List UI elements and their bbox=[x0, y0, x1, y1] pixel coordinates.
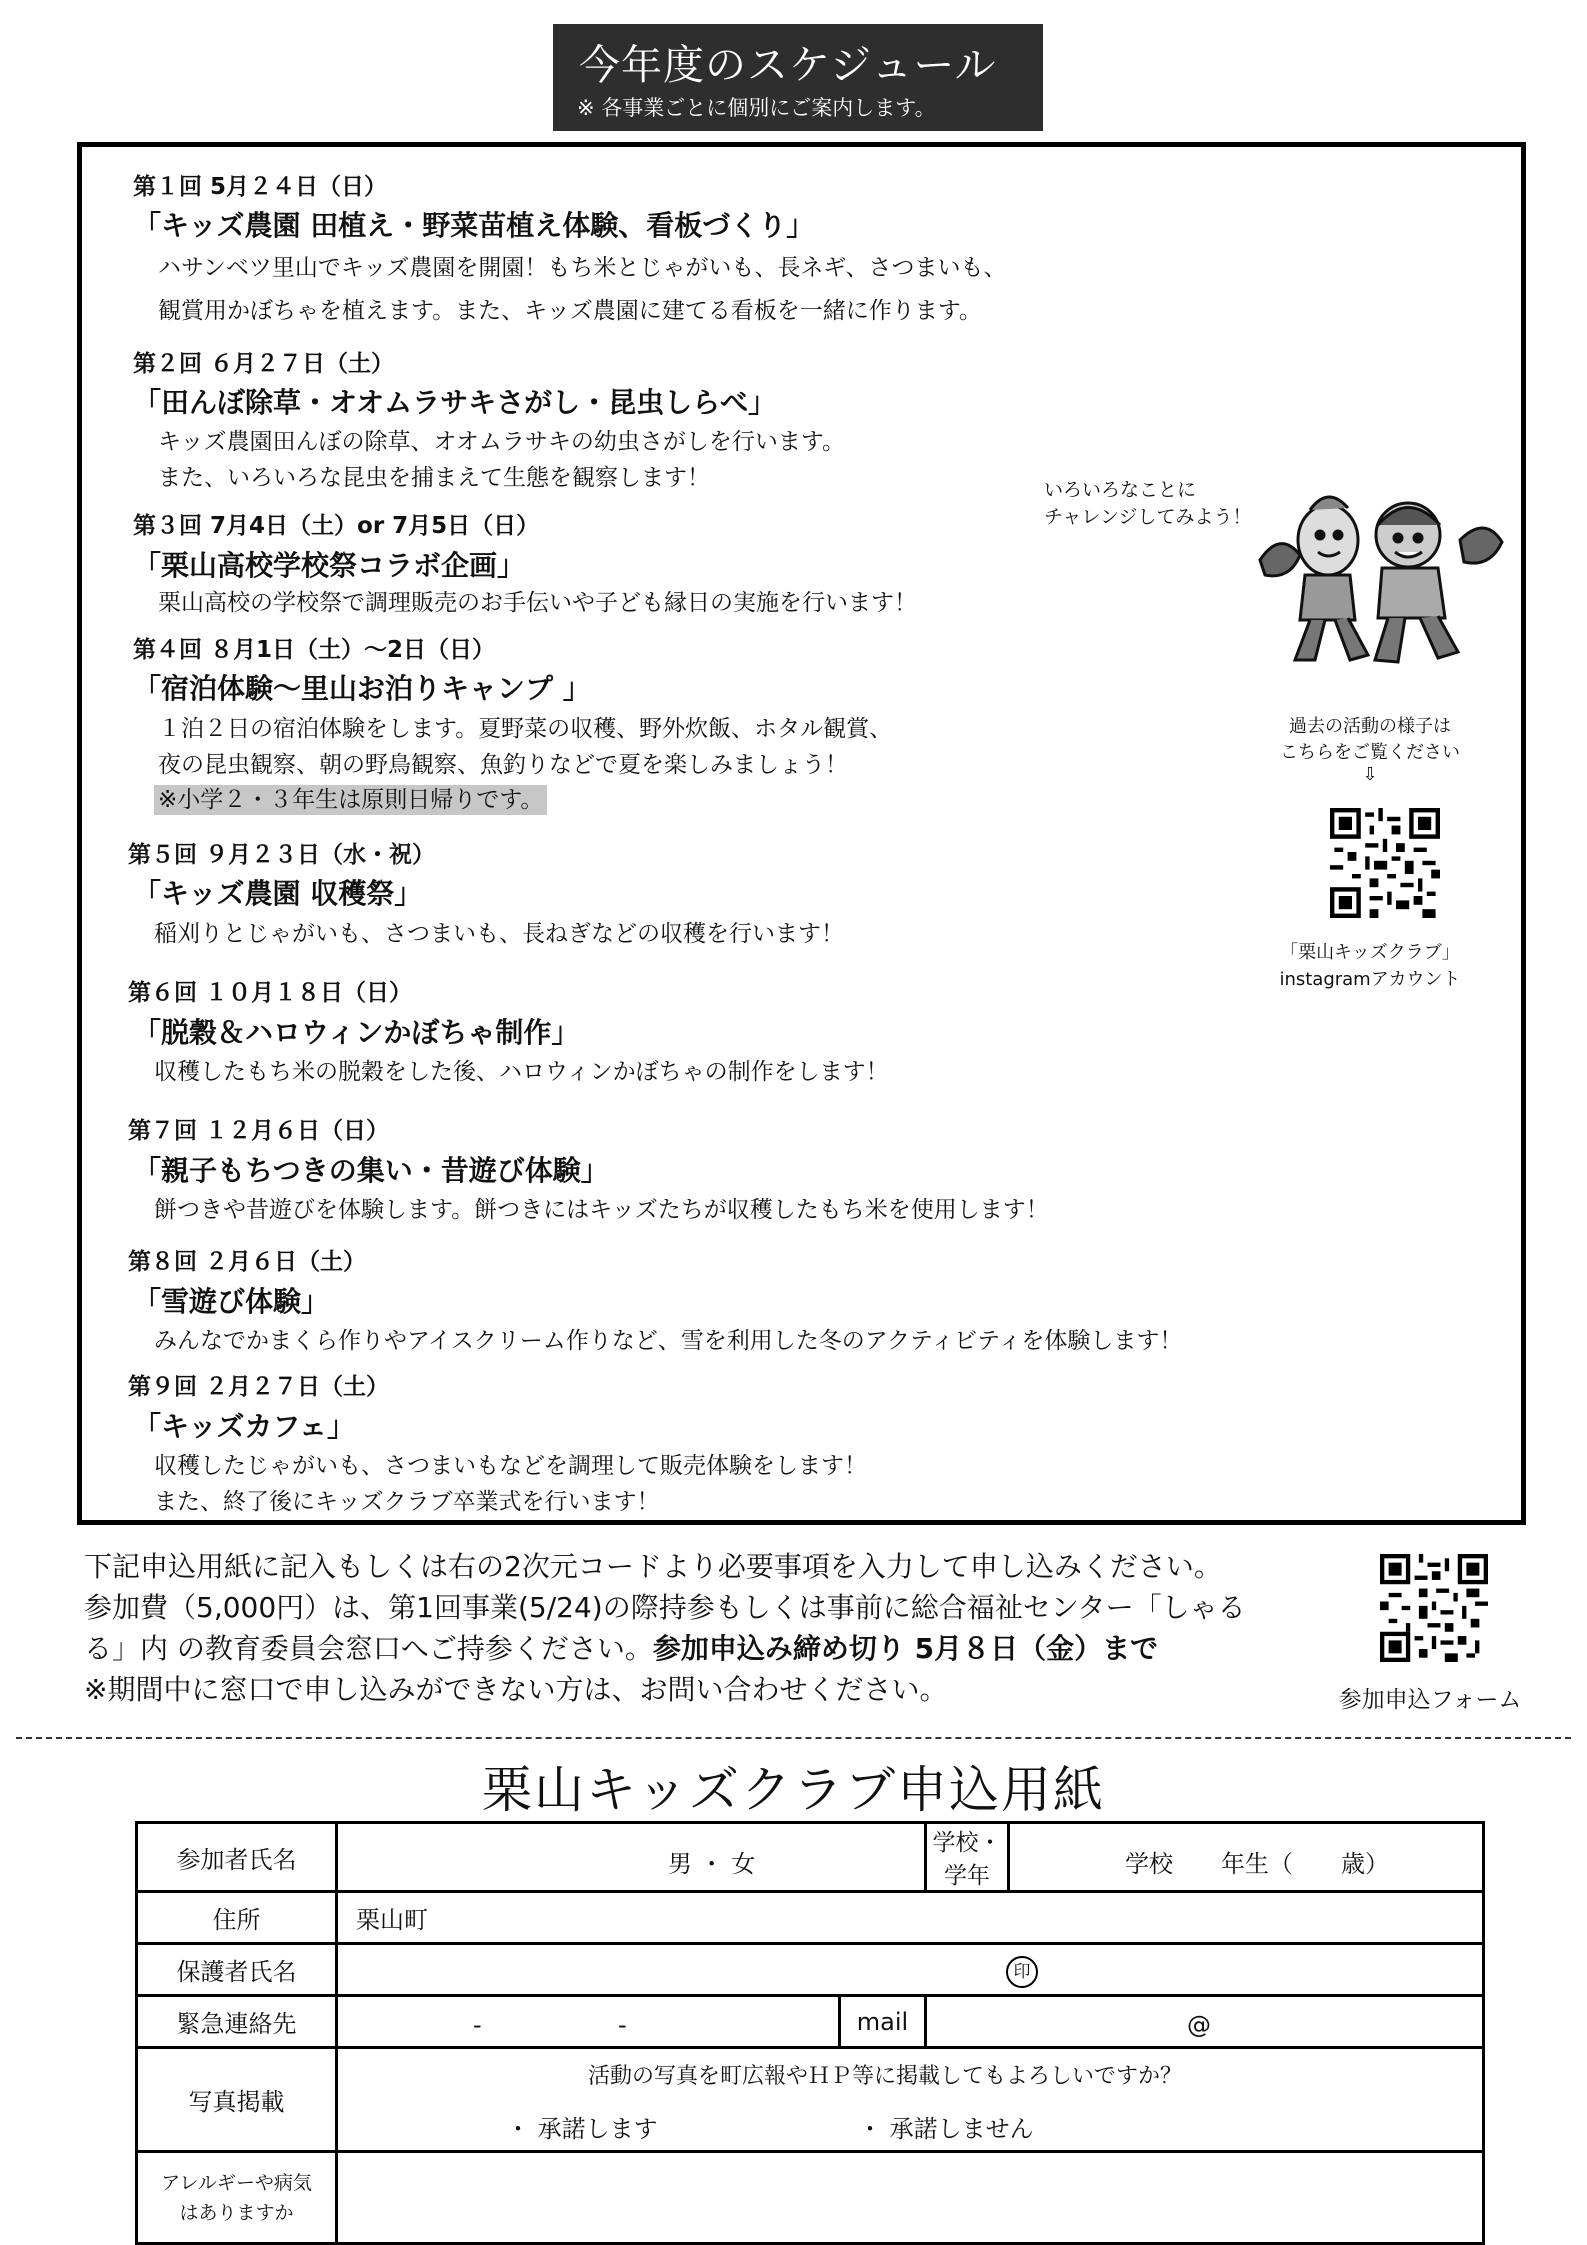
instagram-qr-code[interactable] bbox=[1330, 808, 1440, 918]
event-description: 観賞用かぼちゃを植えます。また、キッズ農園に建てる看板を一緒に作ります。 bbox=[158, 298, 982, 324]
event-description: 収穫したもち米の脱穀をした後、ハロウィンかぼちゃの制作をします！ bbox=[154, 1059, 889, 1085]
photo-consent-no-option[interactable]: ・ 承諾しません bbox=[858, 2114, 1034, 2143]
event-title: 「親子もちつきの集い・昔遊び体験」 bbox=[133, 1154, 609, 1187]
address-label: 住所 bbox=[137, 1892, 337, 1944]
event-date: 第５回 ９月２３日（水・祝） bbox=[128, 842, 436, 868]
event-description: キッズ農園田んぼの除草、オオムラサキの幼虫さがしを行います。 bbox=[158, 429, 846, 455]
application-form-table bbox=[135, 1821, 1485, 2245]
event-date: 第７回 １２月６日（日） bbox=[128, 1118, 390, 1144]
gender-options[interactable]: 男 ・ 女 bbox=[668, 1850, 756, 1878]
event-title: 「雪遊び体験」 bbox=[133, 1285, 330, 1318]
address-field[interactable]: 栗山町 bbox=[337, 1892, 1484, 1944]
photo-consent-yes-option[interactable]: ・ 承諾します bbox=[506, 2114, 658, 2143]
participant-name-field[interactable] bbox=[337, 1823, 926, 1892]
emergency-contact-label: 緊急連絡先 bbox=[137, 1996, 337, 2048]
school-grade-field[interactable] bbox=[1009, 1823, 1484, 1892]
event-description: 栗山高校の学校祭で調理販売のお手伝いや子ども縁日の実施を行います！ bbox=[158, 590, 917, 616]
event-title: 「栗山高校学校祭コラボ企画」 bbox=[133, 549, 526, 582]
notice-line: 参加費（5,000円）は、第1回事業(5/24)の際持参もしくは事前に総合福祉センター「しゃる bbox=[84, 1591, 1246, 1624]
event-description: 餅つきや昔遊びを体験します。餅つきにはキッズたちが収穫したもち米を使用します！ bbox=[154, 1197, 1049, 1223]
account-caption: instagramアカウント bbox=[1279, 969, 1461, 990]
event-date: 第３回 7月4日（土）or 7月5日（日） bbox=[133, 513, 540, 539]
event-date: 第９回 ２月２７日（土） bbox=[128, 1374, 390, 1400]
allergy-label: アレルギーや病気 はありますか bbox=[137, 2152, 337, 2244]
event-description: みんなでかまくら作りやアイスクリーム作りなど、雪を利用した冬のアクティビティを体験します！ bbox=[154, 1328, 1183, 1354]
photo-consent-field bbox=[337, 2048, 1484, 2152]
deadline-text: 参加申込み締め切り 5月８日（金）まで bbox=[652, 1632, 1159, 1665]
cut-line bbox=[16, 1737, 1571, 1739]
account-caption: 「栗山キッズクラブ」 bbox=[1280, 942, 1460, 963]
event-description: 稲刈りとじゃがいも、さつまいも、長ねぎなどの収穫を行います！ bbox=[154, 921, 844, 947]
application-form-caption: 参加申込フォーム bbox=[1338, 1687, 1522, 1713]
header-banner bbox=[553, 24, 1043, 131]
past-activities-line: こちらをご覧ください bbox=[1280, 742, 1460, 763]
event-note-highlight: ※小学２・３年生は原則日帰りです。 bbox=[154, 781, 547, 814]
mascot-illustration bbox=[1250, 480, 1510, 670]
mail-label: mail bbox=[840, 1996, 926, 2048]
page-title: 今年度のスケジュール bbox=[579, 41, 997, 89]
seal-mark-icon: 印 bbox=[1006, 1956, 1038, 1988]
event-description: ハサンベツ里山でキッズ農園を開園！もち米とじゃがいも、長ネギ、さつまいも、 bbox=[158, 255, 1007, 281]
phone-field[interactable] bbox=[337, 1996, 840, 2048]
event-date: 第８回 ２月６日（土） bbox=[128, 1249, 367, 1275]
event-description: また、いろいろな昆虫を捕まえて生態を観察します！ bbox=[158, 465, 710, 491]
event-title: 「キッズ農園 収穫祭」 bbox=[133, 877, 423, 910]
notice-line: ※期間中に窓口で申し込みができない方は、お問い合わせください。 bbox=[84, 1673, 948, 1706]
allergy-field[interactable] bbox=[337, 2152, 1484, 2244]
guardian-name-label: 保護者氏名 bbox=[137, 1944, 337, 1996]
photo-publication-label: 写真掲載 bbox=[137, 2048, 337, 2152]
event-description: 夜の昆虫観察、朝の野鳥観察、魚釣りなどで夏を楽しみましょう！ bbox=[158, 752, 848, 778]
participant-name-label: 参加者氏名 bbox=[137, 1823, 337, 1892]
event-title: 「田んぼ除草・オオムラサキさがし・昆虫しらべ」 bbox=[133, 386, 777, 419]
event-title: 「宿泊体験～里山お泊りキャンプ 」 bbox=[133, 672, 591, 705]
speech-bubble-line: チャレンジしてみよう！ bbox=[1044, 506, 1252, 528]
notice-line: る」内 の教育委員会窓口へご持参ください。参加申込み締め切り 5月８日（金）まで bbox=[84, 1632, 1159, 1665]
event-description: また、終了後にキッズクラブ卒業式を行います！ bbox=[154, 1489, 660, 1515]
event-title: 「脱穀＆ハロウィンかぼちゃ制作」 bbox=[133, 1016, 580, 1049]
event-date: 第６回 １０月１８日（日） bbox=[128, 980, 413, 1006]
photo-consent-question: 活動の写真を町広報やＨＰ等に掲載してもよろしいですか？ bbox=[588, 2063, 1183, 2089]
application-form-qr-code[interactable] bbox=[1380, 1554, 1488, 1662]
event-title: 「キッズカフェ」 bbox=[133, 1410, 356, 1443]
event-date: 第４回 ８月1日（土）～2日（日） bbox=[133, 637, 496, 663]
speech-bubble-line: いろいろなことに bbox=[1044, 479, 1197, 501]
school-grade-label: 学校・学年 bbox=[926, 1823, 1009, 1892]
mail-field[interactable] bbox=[926, 1996, 1484, 2048]
phone-separator: - bbox=[618, 2010, 627, 2039]
event-description: １泊２日の宿泊体験をします。夏野菜の収穫、野外炊飯、ホタル観賞、 bbox=[158, 716, 893, 742]
down-arrow-icon: ⇩ bbox=[1362, 764, 1378, 785]
at-symbol: @ bbox=[1187, 2010, 1211, 2039]
event-description: 収穫したじゃがいも、さつまいもなどを調理して販売体験をします！ bbox=[154, 1453, 867, 1479]
guardian-name-field[interactable] bbox=[337, 1944, 1484, 1996]
phone-separator: - bbox=[473, 2010, 482, 2039]
event-title: 「キッズ農園 田植え・野菜苗植え体験、看板づくり」 bbox=[133, 209, 815, 242]
form-title: 栗山キッズクラブ申込用紙 bbox=[482, 1761, 1105, 1819]
notice-line: 下記申込用紙に記入もしくは右の2次元コードより必要事項を入力して申し込みください。 bbox=[84, 1550, 1222, 1583]
event-date: 第１回 5月２４日（日） bbox=[133, 174, 388, 200]
page-subtitle: ※ 各事業ごとに個別にご案内します。 bbox=[577, 96, 936, 120]
school-grade-template: 学校 年生（ 歳） bbox=[1125, 1850, 1389, 1878]
past-activities-line: 過去の活動の様子は bbox=[1289, 716, 1451, 737]
event-date: 第２回 ６月２７日（土） bbox=[133, 351, 395, 377]
